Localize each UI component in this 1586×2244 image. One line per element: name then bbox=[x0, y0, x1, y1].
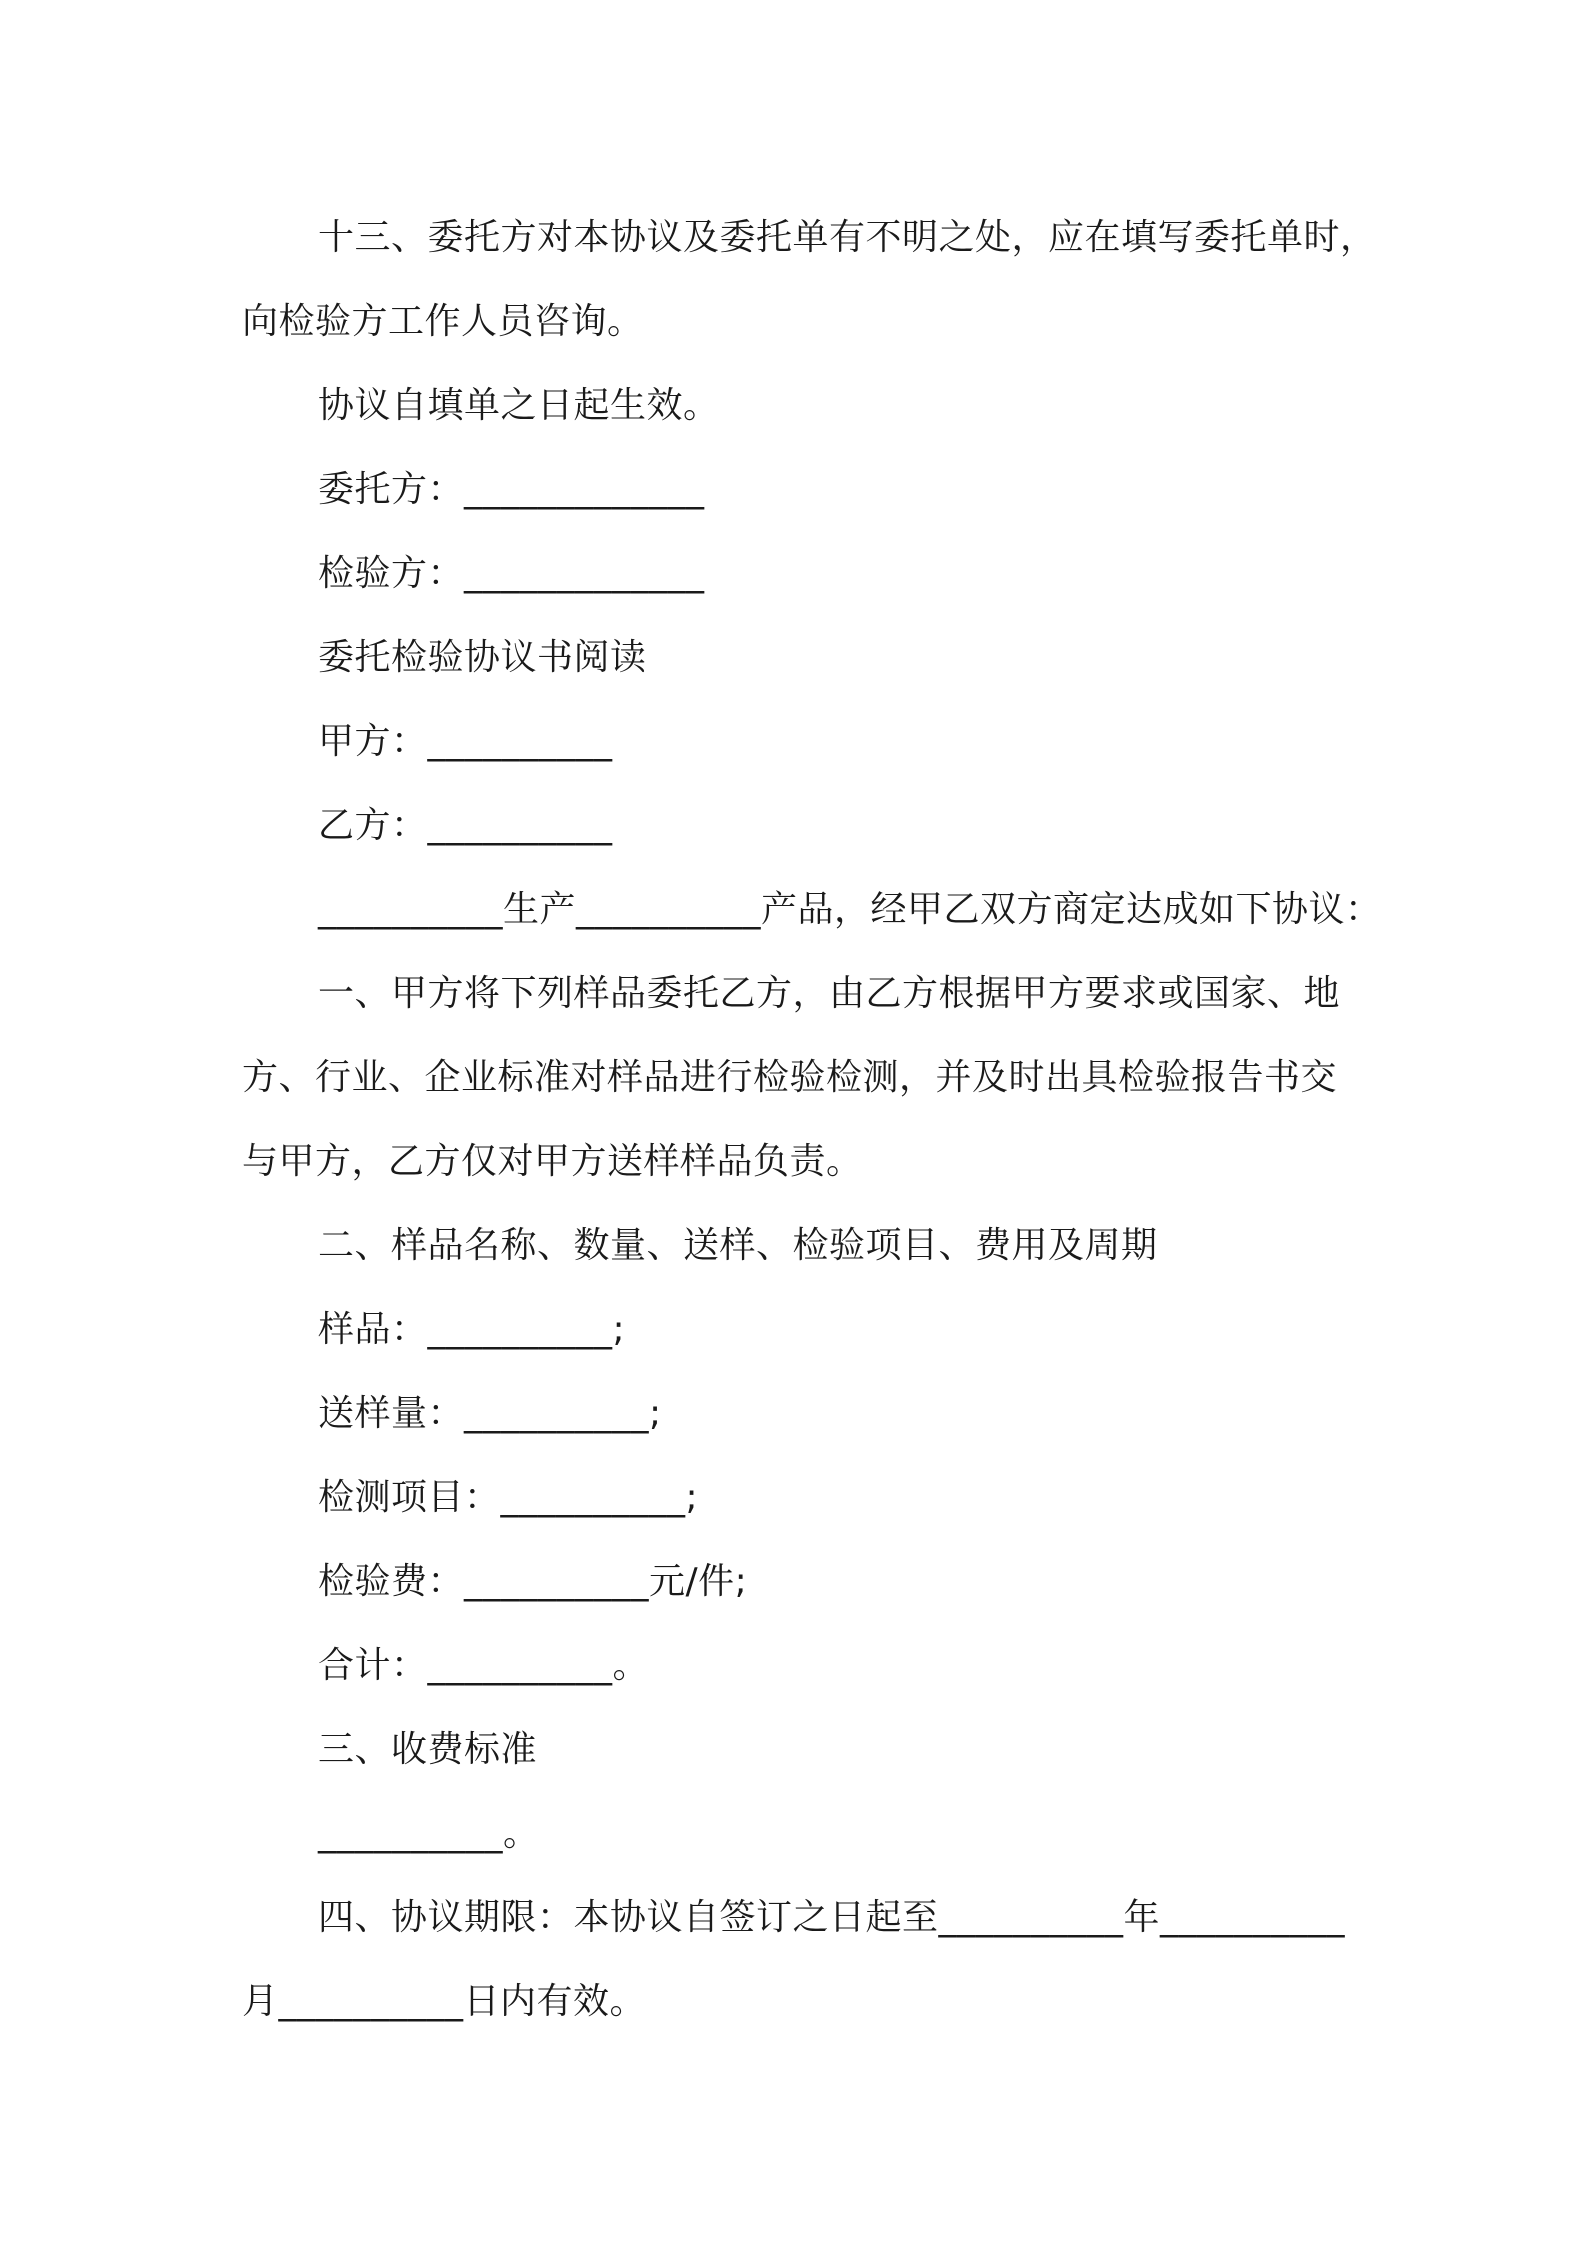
party-b-field: 乙方：__________ bbox=[318, 805, 613, 846]
party-a-field: 甲方：__________ bbox=[318, 721, 613, 762]
clause-13-line-2: 向检验方工作人员咨询。 bbox=[242, 301, 644, 342]
total-field: 合计：__________。 bbox=[318, 1645, 650, 1686]
clause-3-heading: 三、收费标准 bbox=[318, 1729, 538, 1770]
inspection-fee-field: 检验费：__________元/件; bbox=[318, 1561, 748, 1602]
inspector-signature-field: 检验方：_____________ bbox=[318, 553, 705, 594]
sample-quantity-field: 送样量：__________; bbox=[318, 1393, 662, 1434]
clause-4-line-2: 月__________日内有效。 bbox=[242, 1981, 647, 2022]
client-signature-field: 委托方：_____________ bbox=[318, 469, 705, 510]
clause-4-line-1: 四、协议期限：本协议自签订之日起至__________年__________ bbox=[318, 1897, 1346, 1938]
clause-1-line-3: 与甲方，乙方仅对甲方送样样品负责。 bbox=[242, 1141, 863, 1182]
document-body bbox=[242, 196, 1382, 2044]
clause-2-heading: 二、样品名称、数量、送样、检验项目、费用及周期 bbox=[318, 1225, 1158, 1266]
sample-field: 样品：__________; bbox=[318, 1309, 626, 1350]
effective-statement: 协议自填单之日起生效。 bbox=[318, 385, 720, 426]
fee-standard-field: __________。 bbox=[318, 1813, 540, 1854]
clause-1-line-2: 方、行业、企业标准对样品进行检验检测，并及时出具检验报告书交 bbox=[242, 1057, 1338, 1098]
section-title: 委托检验协议书阅读 bbox=[318, 637, 647, 678]
agreement-intro: __________生产__________产品，经甲乙双方商定达成如下协议： bbox=[318, 889, 1382, 930]
test-items-field: 检测项目：__________; bbox=[318, 1477, 699, 1518]
clause-13-line-1: 十三、委托方对本协议及委托单有不明之处，应在填写委托单时， bbox=[318, 217, 1377, 258]
clause-1-line-1: 一、甲方将下列样品委托乙方，由乙方根据甲方要求或国家、地 bbox=[318, 973, 1341, 1014]
